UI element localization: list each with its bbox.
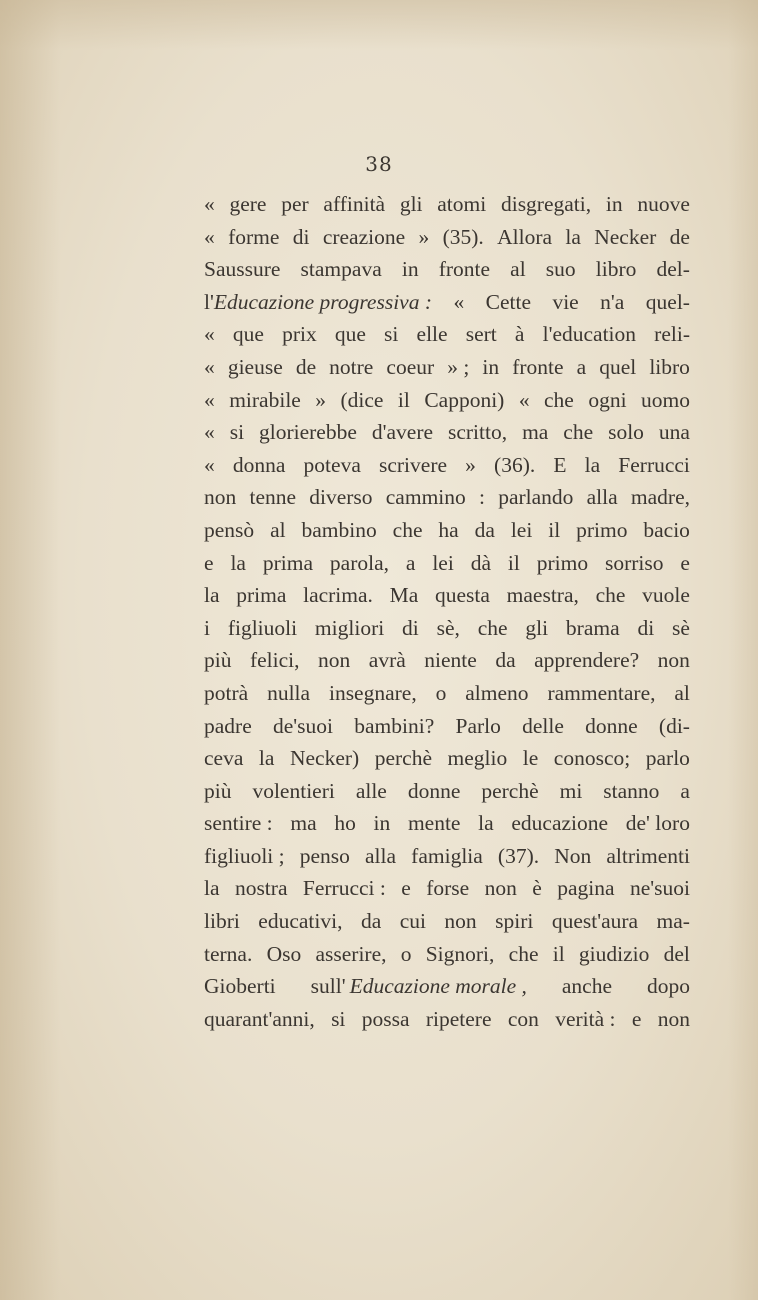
word: apprendere? — [534, 648, 640, 673]
word: « — [204, 192, 215, 216]
word: si — [229, 420, 245, 445]
text-line — [204, 221, 690, 254]
word: Ma — [389, 583, 419, 608]
word: prix — [282, 322, 317, 347]
word: « — [204, 224, 215, 249]
word: che — [595, 583, 626, 608]
word: Necker) — [289, 746, 360, 771]
word: a — [405, 550, 416, 575]
word: scrivere — [378, 452, 448, 477]
word: non — [204, 485, 237, 510]
word: pagina — [557, 876, 615, 901]
word: affinità — [323, 192, 386, 216]
word: libri — [204, 909, 240, 934]
word: Necker — [594, 224, 657, 249]
word: nostra — [234, 876, 288, 901]
word: padre — [204, 713, 252, 738]
italic-title: Educazione progressiva : — [213, 289, 433, 314]
word: quest'aura — [551, 909, 639, 934]
word: l' — [204, 289, 214, 314]
word: forse — [426, 876, 470, 901]
text-line — [204, 905, 690, 938]
word: a — [576, 354, 587, 379]
word: rammentare, — [547, 680, 656, 705]
word: que — [232, 322, 264, 347]
word: à — [514, 322, 525, 347]
word: ne'suoi — [629, 876, 690, 901]
word: che — [563, 420, 594, 445]
word: Ferrucci — [618, 452, 690, 477]
word: potrà — [204, 680, 249, 705]
word: « — [204, 420, 215, 445]
word: nuove — [637, 192, 690, 216]
word: glorierebbe — [259, 420, 357, 445]
text-line — [204, 384, 690, 417]
word: non — [444, 909, 477, 934]
text-line — [204, 351, 690, 384]
text-line — [204, 938, 690, 971]
word: » — [315, 387, 327, 412]
word: (35). — [442, 224, 484, 249]
word: bambini? — [354, 713, 435, 738]
word: da — [495, 648, 516, 673]
text-line — [204, 840, 690, 873]
word: maestra, — [506, 583, 579, 608]
word: vie — [552, 289, 579, 314]
word: più — [204, 778, 232, 803]
word: bacio — [643, 517, 690, 542]
word: delle — [522, 713, 564, 738]
word: madre, — [630, 485, 690, 510]
word-group — [311, 970, 527, 1003]
word: donne — [407, 778, 461, 803]
word: creazione — [322, 224, 406, 249]
word: coeur — [386, 354, 435, 379]
word: che — [477, 615, 508, 640]
word: lacrima. — [303, 583, 373, 608]
word: » — [465, 452, 476, 477]
word: diverso — [309, 485, 373, 510]
word: possa — [361, 1006, 410, 1031]
word: avrà — [368, 648, 406, 673]
word: E — [553, 452, 567, 477]
text-line — [204, 449, 690, 482]
word: (dice — [340, 387, 384, 412]
word: al — [674, 680, 690, 705]
word: ogni — [588, 387, 627, 412]
word: la — [584, 452, 601, 477]
word: le — [522, 746, 539, 771]
word: l'education — [542, 322, 637, 347]
page-shadow-left — [0, 0, 60, 1300]
page-shadow-right — [728, 0, 758, 1300]
text-line — [204, 612, 690, 645]
word: il — [507, 550, 520, 575]
word: ha — [438, 517, 459, 542]
text-line — [204, 416, 690, 449]
word: non — [657, 1006, 690, 1031]
text-line — [204, 318, 690, 351]
word: que — [334, 322, 366, 347]
word: Allora — [497, 224, 553, 249]
word: Gioberti — [204, 974, 276, 999]
word: la — [204, 876, 220, 901]
word: sorriso — [605, 550, 664, 575]
word: si — [384, 322, 399, 347]
word: figliuoli ; — [204, 843, 285, 868]
text-line — [204, 579, 690, 612]
word: si — [331, 1006, 346, 1031]
word: donna — [232, 452, 286, 477]
word: questa — [435, 583, 490, 608]
word: donne — [585, 713, 638, 738]
text-line — [204, 872, 690, 905]
word: non — [657, 648, 690, 673]
word: forme — [228, 224, 280, 249]
word: lei — [510, 517, 533, 542]
word: Saussure — [204, 257, 281, 282]
word: alle — [355, 778, 387, 803]
word: quarant'anni, — [204, 1006, 315, 1031]
word: la — [478, 811, 494, 836]
text-line — [204, 514, 690, 547]
word: i — [204, 615, 210, 640]
word: il — [548, 517, 561, 542]
word: quel — [599, 354, 637, 379]
word: pensò — [204, 517, 255, 542]
word: libro — [649, 354, 690, 379]
word: non — [318, 648, 351, 673]
word: « — [204, 322, 215, 347]
word: uomo — [641, 387, 690, 412]
word: o — [400, 941, 412, 966]
word: al — [510, 257, 526, 282]
word: (di- — [658, 713, 690, 738]
text-line — [204, 677, 690, 710]
word: gli — [525, 615, 549, 640]
word: il — [397, 387, 410, 412]
word: altrimenti — [606, 843, 690, 868]
word: Ferrucci : — [302, 876, 386, 901]
word: notre — [329, 354, 374, 379]
text-line — [204, 286, 690, 319]
word: da — [360, 909, 382, 934]
word: sè — [672, 615, 690, 640]
word: e — [204, 550, 214, 575]
word: conosco; — [553, 746, 631, 771]
word: de' loro — [625, 811, 690, 836]
word: » — [418, 224, 430, 249]
word: solo — [608, 420, 644, 445]
word: una — [658, 420, 690, 445]
word: primo — [536, 550, 589, 575]
word: spiri — [495, 909, 534, 934]
word: suo — [545, 257, 576, 282]
word: Signori, — [425, 941, 495, 966]
word: primo — [576, 517, 628, 542]
word: la — [204, 583, 220, 608]
word: sè, — [436, 615, 460, 640]
word: del — [663, 941, 690, 966]
word: libro — [595, 257, 637, 282]
text-line — [204, 644, 690, 677]
word: gieuse — [227, 354, 283, 379]
word: che — [544, 387, 574, 412]
word: alla — [365, 843, 397, 868]
text-line — [204, 481, 690, 514]
word: niente — [424, 648, 477, 673]
word: de'suoi — [272, 713, 333, 738]
word: del- — [656, 257, 690, 282]
word: ho — [334, 811, 356, 836]
word: quel- — [645, 289, 690, 314]
word: tenne — [249, 485, 297, 510]
word: stampava — [300, 257, 382, 282]
word: o — [435, 680, 447, 705]
word: parlando — [498, 485, 574, 510]
word: in — [605, 192, 623, 216]
word: nulla — [267, 680, 311, 705]
word: al — [270, 517, 286, 542]
word: e — [680, 550, 690, 575]
word: di — [402, 615, 419, 640]
word: cui — [399, 909, 426, 934]
italic-title: Educazione morale , — [349, 974, 527, 999]
word: perchè — [374, 746, 432, 771]
word: fronte — [438, 257, 491, 282]
word: mente — [407, 811, 461, 836]
word: di — [637, 615, 655, 640]
word: (36). — [494, 452, 536, 477]
word: cammino — [385, 485, 466, 510]
word: fronte — [512, 354, 564, 379]
word: mirabile — [229, 387, 301, 412]
word: dà — [470, 550, 492, 575]
word: educazione — [511, 811, 609, 836]
word: almeno — [465, 680, 529, 705]
word: mi — [559, 778, 583, 803]
word: non — [484, 876, 517, 901]
text-line — [204, 253, 690, 286]
word: disgregati, — [500, 192, 592, 216]
word: educativi, — [258, 909, 343, 934]
word: de — [295, 354, 317, 379]
word: sert — [465, 322, 497, 347]
word: bambino — [301, 517, 377, 542]
word: : — [479, 485, 485, 510]
word: ma — [290, 811, 317, 836]
word: che — [508, 941, 539, 966]
word: meglio — [447, 746, 508, 771]
word-group — [204, 286, 432, 319]
word: felici, — [249, 648, 300, 673]
word: lei — [432, 550, 454, 575]
word: « — [453, 289, 465, 314]
word: parola, — [329, 550, 389, 575]
word: » ; — [447, 354, 470, 379]
word: penso — [299, 843, 350, 868]
word: più — [204, 648, 232, 673]
text-line — [204, 710, 690, 743]
word: ceva — [204, 746, 244, 771]
word: la — [258, 746, 275, 771]
word: « — [518, 387, 530, 412]
word: d'avere — [371, 420, 434, 445]
word: per — [281, 192, 309, 216]
word: « — [204, 387, 215, 412]
word: « — [204, 354, 215, 379]
text-line — [204, 1003, 690, 1036]
word: brama — [565, 615, 620, 640]
word: perchè — [481, 778, 539, 803]
word: con — [507, 1006, 539, 1031]
word: la — [230, 550, 246, 575]
word: e — [401, 876, 411, 901]
word: Parlo — [455, 713, 501, 738]
word: famiglia — [411, 843, 483, 868]
body-text — [204, 188, 690, 1035]
text-line — [204, 775, 690, 808]
word: ma — [522, 420, 549, 445]
word: di — [292, 224, 310, 249]
word: de — [669, 224, 690, 249]
word: gere — [229, 192, 267, 216]
word: giudizio — [578, 941, 650, 966]
word: la — [565, 224, 581, 249]
word: verità : — [555, 1006, 616, 1031]
word: vuole — [642, 583, 690, 608]
word: (37). — [497, 843, 540, 868]
word: gli — [399, 192, 423, 216]
text-line — [204, 970, 690, 1003]
text-line — [204, 742, 690, 775]
page-shadow-top — [0, 0, 758, 50]
word: scritto, — [447, 420, 508, 445]
word: reli- — [654, 322, 690, 347]
word: insegnare, — [328, 680, 417, 705]
word: asserire, — [315, 941, 387, 966]
word: Oso — [266, 941, 302, 966]
word: « — [204, 452, 215, 477]
word: figliuoli — [227, 615, 298, 640]
word: Cette — [485, 289, 532, 314]
word: prima — [262, 550, 314, 575]
word: il — [552, 941, 565, 966]
word: terna. — [204, 941, 253, 966]
text-line — [204, 807, 690, 840]
word: e — [631, 1006, 642, 1031]
word: stanno — [603, 778, 660, 803]
word: parlo — [645, 746, 690, 771]
word: atomi — [437, 192, 487, 216]
word: Capponi) — [424, 387, 505, 412]
word: a — [680, 778, 690, 803]
page-number: 38 — [365, 152, 393, 176]
word: ma- — [656, 909, 690, 934]
word: sull' — [310, 974, 346, 999]
word: ripetere — [425, 1006, 492, 1031]
word: dopo — [646, 974, 690, 999]
word: che — [392, 517, 423, 542]
word: in — [482, 354, 500, 379]
word: n'a — [600, 289, 625, 314]
word: elle — [416, 322, 448, 347]
word: in — [401, 257, 419, 282]
word: prima — [236, 583, 287, 608]
word: anche — [561, 974, 613, 999]
text-line — [204, 547, 690, 580]
word: alla — [586, 485, 618, 510]
word: Non — [554, 843, 592, 868]
word: volentieri — [252, 778, 335, 803]
word: è — [532, 876, 542, 901]
word: poteva — [303, 452, 361, 477]
word: in — [373, 811, 391, 836]
word: da — [474, 517, 495, 542]
text-line — [204, 188, 690, 221]
word: sentire : — [204, 811, 273, 836]
word: migliori — [314, 615, 385, 640]
